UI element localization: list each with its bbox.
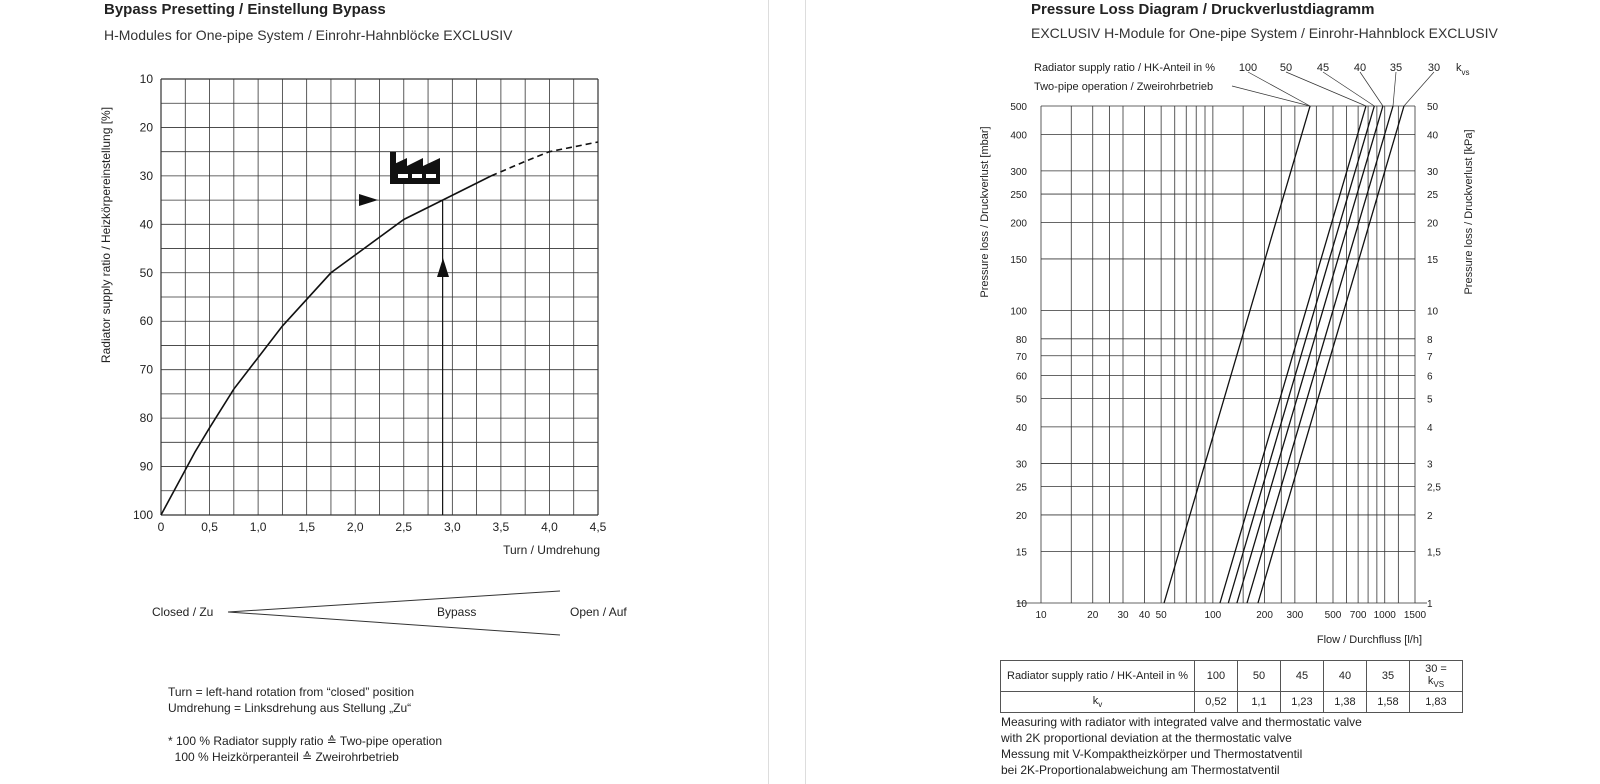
y-tick-label-right: 7 [1427,351,1433,363]
kv-table-cell-kvs: $30 = k_{VS}$ [1409,661,1462,692]
kv-line-40 [1237,106,1383,603]
x-tick-label: 40 [1138,610,1151,621]
y-tick-label-right: 2 [1427,510,1433,522]
header-label-two-pipe: Two-pipe operation / Zweirohrbetrieb [1034,81,1214,93]
header-value-label: 30 [1427,62,1441,74]
kv-table-cell: 40 [1323,661,1366,692]
footnote-en: * 100 % Radiator supply ratio ≙ Two-pipe operation [168,734,442,748]
x-tick-label: 50 [1155,610,1167,621]
y-tick-label: 30 [139,168,153,183]
y-tick-label: 25 [1015,482,1027,494]
header-leader-line [1360,72,1383,106]
y-tick-label: 40 [1015,422,1027,434]
two-pipe-leader-line [1232,86,1310,106]
y-tick-label: 60 [1015,371,1027,383]
measure-note-4: bei 2K-Proportionalabweichung am Thermostatventil [1001,763,1280,777]
x-tick-label: 4,0 [541,520,558,534]
measure-note-1: Measuring with radiator with integrated valve and thermostatic valve [1001,715,1362,729]
y-tick-label: 50 [1015,394,1027,406]
header-value-label: 35 [1389,62,1403,74]
y-tick-label-right: 6 [1427,371,1433,383]
kv-table-row1-label: Radiator supply ratio / HK-Anteil in % [1001,661,1195,692]
y-tick-label: 300 [1010,166,1027,178]
header-leader-line [1404,72,1434,106]
y-tick-label: 150 [1010,254,1027,266]
left-subtitle: H-Modules for One-pipe System / Einrohr-Hahnblöcke EXCLUSIV [104,27,513,43]
kv-line-45 [1228,106,1374,603]
x-tick-label: 100 [1204,610,1222,621]
header-leader-line [1286,72,1366,106]
kv-line-35 [1247,106,1393,603]
kv-table-cell: 35 [1366,661,1409,692]
x-tick-label: 1,0 [249,520,267,534]
kv-table-cell: 1,1 [1237,692,1280,713]
right-title: Pressure Loss Diagram / Druckverlustdiagramm [1031,1,1375,18]
y-tick-label: 80 [139,411,153,426]
pressure-chart-x-label: Flow / Durchfluss [l/h] [1316,634,1422,646]
kv-table-row2-label: $k_v$ [1001,692,1195,713]
kv-table-cell: 50 [1237,661,1280,692]
x-tick-label: 2,0 [346,520,364,534]
y-tick-label-right: 1,5 [1427,547,1441,559]
bypass-chart-y-label: Radiator supply ratio / Heizkörpereinstellung [%] [99,106,113,364]
y-tick-label: 60 [139,314,153,329]
footnote-de: 100 % Heizkörperanteil ≙ Zweirohrbetrieb [168,750,399,764]
kv-table-row-kv [1001,692,1463,713]
y-tick-label: 20 [1015,510,1027,522]
x-tick-label: 300 [1286,610,1304,621]
measure-note-3: Messung mit V-Kompaktheizkörper und Thermostatventil [1001,747,1303,761]
x-tick-label: 3,0 [443,520,461,534]
header-leader-line [1323,72,1374,106]
x-tick-label: 3,5 [492,520,510,534]
header-value-label: 100 [1238,62,1258,74]
header-leader-line [1248,72,1310,106]
y-tick-label-right: 4 [1427,422,1433,434]
y-tick-label-right: 10 [1427,306,1439,318]
x-tick-label: 4,5 [589,520,607,534]
x-tick-label: 200 [1256,610,1273,621]
closed-label: Closed / Zu [152,605,214,619]
x-tick-label: 20 [1087,610,1099,621]
y-tick-label-right: 40 [1427,130,1439,142]
kv-table-cell: 1,58 [1366,692,1409,713]
header-kvs: $k_{vs}$ [1456,62,1470,77]
x-tick-label: 30 [1117,610,1129,621]
y-tick-label-right: 3 [1427,459,1433,471]
kv-table-cell: 45 [1280,661,1323,692]
kv-table [1000,660,1463,713]
x-tick-label: 1000 [1373,610,1396,621]
y-tick-label: 250 [1010,190,1027,202]
x-tick-label: 0 [157,520,165,534]
y-tick-label: 40 [139,217,153,232]
y-tick-label-right: 50 [1427,102,1439,113]
y-tick-label-right: 25 [1427,190,1439,202]
left-title: Bypass Presetting / Einstellung Bypass [104,1,386,18]
y-tick-label-right: 15 [1427,254,1439,266]
x-tick-label: 1500 [1403,610,1427,621]
y-tick-label: 50 [139,265,153,280]
measure-note-2: with 2K proportional deviation at the thermostatic valve [1001,731,1292,745]
y-tick-label: 90 [139,459,153,474]
pressure-chart-header [1232,62,1440,106]
y-tick-label: 70 [139,362,153,377]
y-tick-label: 10 [1015,599,1027,610]
y-tick-label: 400 [1010,130,1027,142]
pressure-chart-y-label-right: Pressure loss / Druckverlust [kPa] [1463,129,1475,295]
x-tick-label: 10 [1035,610,1047,621]
bypass-label: Bypass [437,605,477,619]
y-tick-label-right: 5 [1427,394,1433,406]
pressure-chart-grid [1017,106,1427,603]
y-tick-label: 10 [139,72,153,86]
kv-table-cell: 1,23 [1280,692,1323,713]
x-tick-label: 0,5 [201,520,218,534]
y-tick-label-right: 30 [1427,166,1439,178]
pressure-chart-y-label: Pressure loss / Druckverlust [mbar] [979,126,991,298]
y-tick-label-right: 1 [1427,599,1433,610]
y-tick-label-right: 2,5 [1427,482,1441,494]
header-label-ratio: Radiator supply ratio / HK-Anteil in % [1034,62,1215,74]
y-tick-label: 500 [1010,102,1027,113]
y-tick-label-right: 8 [1427,334,1433,346]
y-tick-label-right: 20 [1427,218,1439,230]
y-tick-label: 100 [1010,306,1027,318]
header-value-label: 40 [1353,62,1367,74]
x-tick-label: 2,5 [395,520,413,534]
kv-table-cell: 1,83 [1409,692,1462,713]
header-leader-line [1393,72,1396,106]
x-tick-label: 1,5 [298,520,316,534]
turn-note-de: Umdrehung = Linksdrehung aus Stellung „Zu“ [168,701,412,715]
bypass-chart-x-label: Turn / Umdrehung [503,543,600,557]
right-subtitle: EXCLUSIV H-Module for One-pipe System / Einrohr-Hahnblock EXCLUSIV [1031,25,1498,41]
kv-line-30 [1258,106,1404,603]
y-tick-label: 70 [1015,351,1027,363]
kv-table-cell: 100 [1194,661,1237,692]
header-value-label: 50 [1279,62,1293,74]
y-tick-label: 20 [139,120,153,135]
y-tick-label: 100 [132,508,153,522]
kv-table-cell: 1,38 [1323,692,1366,713]
y-tick-label: 200 [1010,218,1027,230]
y-tick-label: 80 [1015,334,1027,346]
x-tick-label: 700 [1349,610,1367,621]
kv-line-50 [1220,106,1366,603]
kv-table-row-ratio [1001,661,1463,692]
header-value-label: 45 [1316,62,1330,74]
open-label: Open / Auf [570,605,627,619]
turn-note-en: Turn = left-hand rotation from “closed” position [168,685,415,699]
y-tick-label: 15 [1015,547,1027,559]
x-tick-label: 500 [1324,610,1342,621]
kv-table-cell: 0,52 [1194,692,1237,713]
y-tick-label: 30 [1015,459,1027,471]
